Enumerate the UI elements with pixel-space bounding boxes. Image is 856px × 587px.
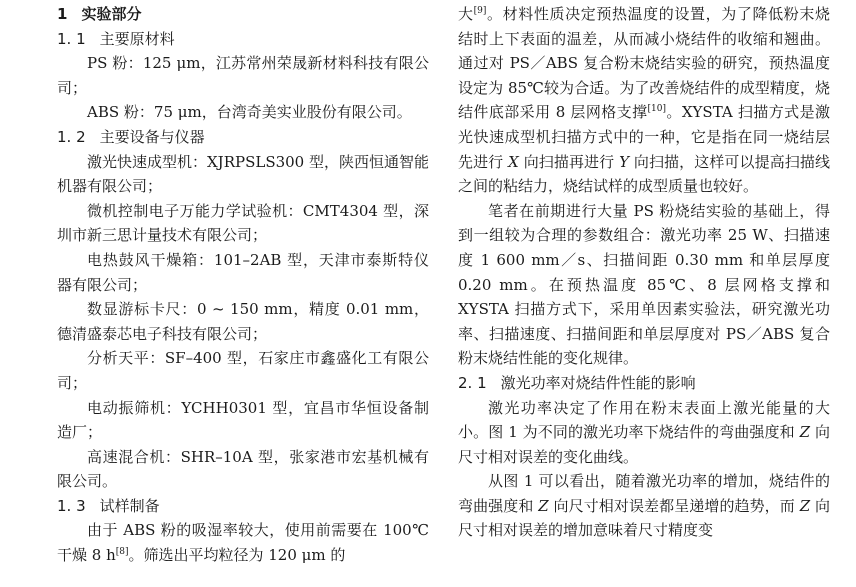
paragraph-mixer: 高速混合机：SHR–10A 型，张家港市宏基机械有限公司。 xyxy=(57,447,429,491)
paragraph-caliper: 数显游标卡尺：0 ~ 150 mm，精度 0.01 mm，德清盛泰芯电子科技有限公司； xyxy=(57,300,429,343)
section-heading-1-2: 1. 2 主要设备与仪器 xyxy=(57,127,205,146)
paragraph-figure-analysis: 从图 1 可以看出，随着激光功率的增加，烧结件的弯曲强度和 Z 向尺寸相对误差都呈递增的趋势，而 Z 向尺寸相对误差的增加意味着尺寸精度变 xyxy=(458,472,830,540)
paragraph-sample-prep: 由于 ABS 粉的吸湿率较大，使用前需要在 100℃干燥 8 h[8]。筛选出平均粒径为 120 μm 的 xyxy=(57,521,429,565)
paragraph-balance: 分析天平：SF–400 型，石家庄市鑫盛化工有限公司； xyxy=(57,349,429,392)
paragraph-tester: 微机控制电子万能力学试验机：CMT4304 型，深圳市新三思计量技术有限公司； xyxy=(57,201,429,245)
paragraph-ps-powder: PS 粉：125 μm，江苏常州荣晟新材料科技有限公司； xyxy=(57,54,429,97)
left-column xyxy=(57,2,429,568)
section-heading-1-3: 1. 3 试样制备 xyxy=(57,496,160,515)
paragraph-oven: 电热鼓风干燥箱：101–2AB 型，天津市泰斯特仪器有限公司； xyxy=(57,250,429,294)
paragraph-preheat: 大[9]。材料性质决定预热温度的设置，为了降低粉末烧结时上下表面的温差，从而减小烧结件的收缩和翘曲。通过对 PS／ABS 复合粉末烧结实验的研究，预热温度设定为 85℃较为合适。为了改善烧结件的成型精度，烧结件底部采用 8 层网格支撑[10]。XYSTA 扫描方式是激光快速成型机扫描方式中的一种，它是指在同一烧结层先进行 X 向扫描再进行 Y 向扫描，这样可以提高扫描线之间的粘结力，烧结试样的成型质量也较好。 xyxy=(458,5,830,196)
paragraph-laser-machine: 激光快速成型机：XJRPSLS300 型，陕西恒通智能机器有限公司； xyxy=(57,152,429,196)
citation-ref: [8] xyxy=(115,547,129,558)
citation-ref: [9] xyxy=(473,6,487,16)
citation-ref: [10] xyxy=(647,104,666,115)
paragraph-laser-power: 激光功率决定了作用在粉末表面上激光能量的大小。图 1 为不同的激光功率下烧结件的弯曲强度和 Z 向尺寸相对误差的变化曲线。 xyxy=(458,398,830,466)
section-heading-1: 1 实验部分 xyxy=(57,5,142,23)
paragraph-sieve: 电动振筛机：YCHH0301 型，宜昌市华恒设备制造厂； xyxy=(57,398,429,442)
paragraph-abs-powder: ABS 粉：75 μm，台湾奇美实业股份有限公司。 xyxy=(87,103,412,122)
section-heading-2-1: 2. 1 激光功率对烧结件性能的影响 xyxy=(458,373,696,392)
right-column xyxy=(458,2,830,543)
section-heading-1-1: 1. 1 主要原材料 xyxy=(57,29,175,48)
paragraph-parameters: 笔者在前期进行大量 PS 粉烧结实验的基础上，得到一组较为合理的参数组合：激光功率 25 W、扫描速度 1 600 mm／s、扫描间距 0.30 mm 和单层厚度 0.20 mm。在预热温度 85℃、8 层网格支撑和 XYSTA 扫描方式下，采用单因素实验法，研究激光功率、扫描速度、扫描间距和单层厚度对 PS／ABS 复合粉末烧结性能的变化规律。 xyxy=(458,201,830,368)
